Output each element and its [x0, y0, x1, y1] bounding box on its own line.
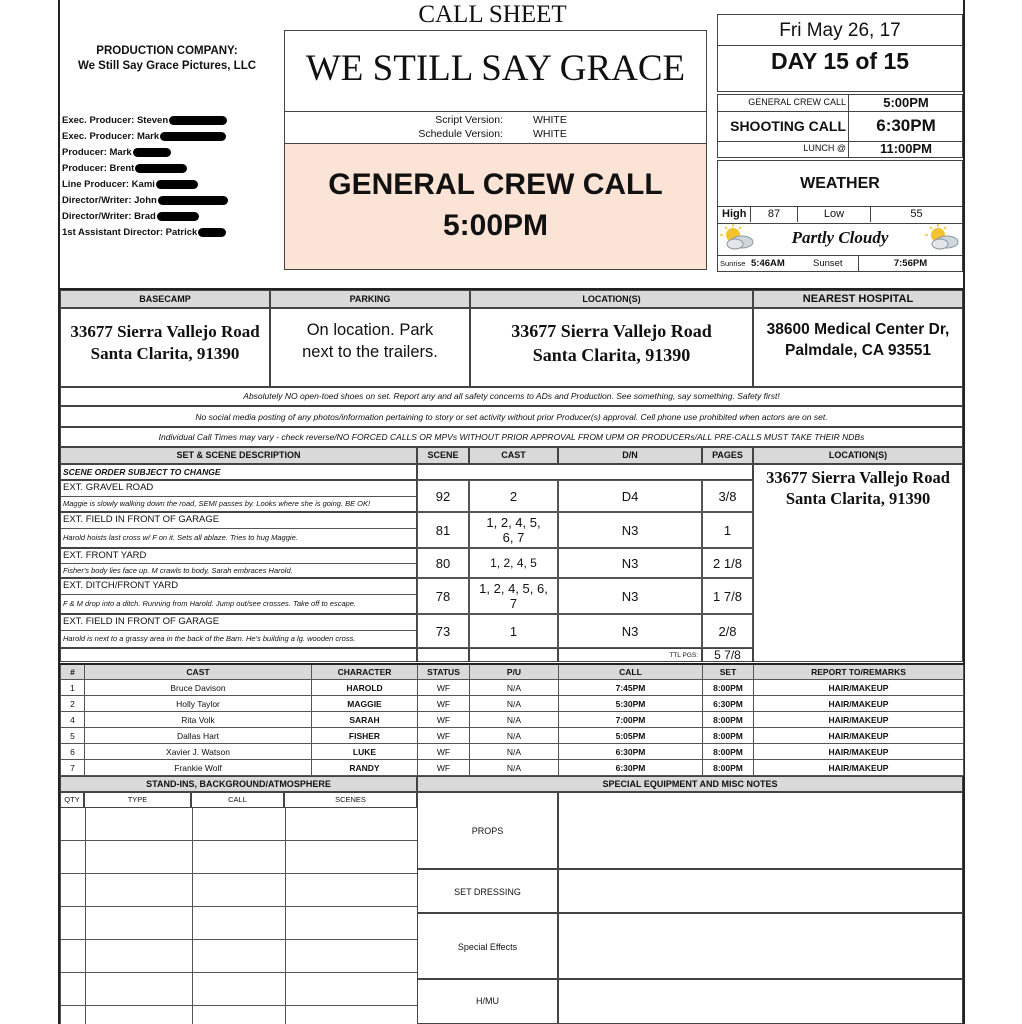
staff-item: Line Producer: Kami — [62, 177, 228, 193]
standins-grid: QTY TYPE CALL SCENES — [60, 792, 417, 1024]
date-box — [717, 14, 963, 92]
table-row: 1 Bruce Davison HAROLD WF N/A 7:45PM 8:00PM HAIR/MAKEUP — [61, 680, 964, 696]
table-row: 4 Rita Volk SARAH WF N/A 7:00PM 8:00PM HAIR/MAKEUP — [61, 712, 964, 728]
weather-condition: Partly Cloudy — [791, 228, 889, 247]
table-row: 5 Dallas Hart FISHER WF N/A 5:05PM 8:00PM HAIR/MAKEUP — [61, 728, 964, 744]
scene-location-header: LOCATION(S) — [753, 447, 963, 464]
sun-row: Sunrise 5:46AM Sunset 7:56PM — [718, 255, 962, 272]
scene-location-address: 33677 Sierra Vallejo Road Santa Clarita, 91390 — [753, 464, 963, 662]
hmu-label: H/MU — [417, 979, 558, 1024]
basecamp-header: BASECAMP — [60, 290, 270, 308]
scene-order-note: SCENE ORDER SUBJECT TO CHANGE — [60, 464, 417, 480]
table-row: 2 Holly Taylor MAGGIE WF N/A 5:30PM 6:30PM HAIR/MAKEUP — [61, 696, 964, 712]
basecamp-address: 33677 Sierra Vallejo Road Santa Clarita, 91390 — [60, 308, 270, 388]
hospital-header: NEAREST HOSPITAL — [753, 290, 963, 308]
shoot-day: DAY 15 of 15 — [770, 48, 910, 74]
cast-table — [60, 663, 964, 776]
version-info: Script Version: WHITE Schedule Version: WHITE — [418, 114, 567, 140]
partly-cloudy-icon — [720, 224, 754, 250]
total-pages-label: TTL PGS: — [558, 648, 702, 662]
standins-header: STAND-INS, BACKGROUND/ATMOSPHERE — [60, 776, 417, 792]
location-address: 33677 Sierra Vallejo Road Santa Clarita, 91390 — [470, 308, 753, 388]
call-times-notice: Individual Call Times may vary - check reverse/NO FORCED CALLS OR MPVs WITHOUT PRIOR APPROVAL FROM UPM OR PRODUCERs/ALL PRE-CALLS MUST TAKE THEIR NDBs — [60, 427, 963, 447]
set-dressing-label: SET DRESSING — [417, 869, 558, 913]
staff-item: Producer: Brent — [62, 161, 228, 177]
equipment-notes — [417, 792, 963, 1024]
production-block — [60, 44, 274, 74]
staff-item: 1st Assistant Director: Patrick — [62, 225, 228, 241]
staff-item: Exec. Producer: Steven — [62, 113, 228, 129]
social-media-notice: No social media posting of any photos/information pertaining to story or set activity without prior Producer(s) approval. Cell phone use prohibited when actors are on set. — [60, 406, 963, 427]
locations-row — [60, 288, 963, 388]
shoot-date: Fri May 26, 17 — [779, 20, 901, 41]
parking-header: PARKING — [270, 290, 470, 308]
crew-call-banner: GENERAL CREW CALL 5:00PM — [285, 143, 706, 269]
title-box — [284, 30, 707, 270]
call-sheet: CALL SHEET PRODUCTION COMPANY: We Still Say Grace Pictures, LLC Exec. Producer: Steven Exec. Producer: Mark Producer: Mark Producer: Brent Line Producer: Kami Director/Writer: John Director/Writer: Brad 1st Assistant Director: Patrick WE STILL SAY GRACE Script Version: WHITE Schedule Version: WHITE GENERAL CREW CALL 5:00PM Fri May 26, 17 DAY 15 of 15 GENERAL CREW CALL 5:00PM SHOOTING CALL 6:30PM LUNCH @ 11:00PM WEATHER High 87 Low 55 Partly Cloudy Sunrise 5:46AM Sunset 7:56PM BASECAMP PARKING LOCATION(S) NEAREST HOSPITAL 33677 Sierra Vallejo Road Santa Clarita, 91390 On location. Park next to the trailers. 33677 Sierra Vallejo Road Santa Clarita, 91390 38600 Medical Center Dr, Palmdale, CA 93551 Absolutely NO open-toed shoes on set. Report any and all safety concerns to ADs and Production. See something, say something. Safety first! No social media posting of any photos/information pertaining to story or set activity without prior Producer(s) approval. Cell phone use prohibited when actors are on set. Individual Call Times may vary - check reverse/NO FORCED CALLS OR MPVs WITHOUT PRIOR APPROVAL FROM UPM OR PRODUCERs/ALL PRE-CALLS MUST TAKE THEIR NDBs SET & SCENE DESCRIPTION SCENE CAST D/N PAGES LOCATION(S) SCENE ORDER SUBJECT TO CHANGE EXT. GRAVEL ROAD Maggie is slowly walking down the road, SEMI passes by. Looks where she is going. BE OK! 92 2 D4 3/8 EXT. FIELD IN FRONT OF GARAGE Harold hoists last cross w/ F on it. Sets all ablaze. Tries to hug Maggie. 81 1, 2, 4, 5, 6, 7 N3 1 EXT. FRONT YARD Fisher's body lies face up. M crawls to body, Sarah embraces Harold. 80 1, 2, 4, 5 N3 2 1/8 EXT. DITCH/FRONT YARD F & M drop into a ditch. Running from Harold. Jump out/see crosses. Take off to escape. 78 1, 2, 4, 5, 6, 7 N3 1 7/8 EXT. FIELD IN FRONT OF GARAGE Harold is next to a grassy area in the back of the Barn. He's building a lg. wooden cross. 73 1 N3 2/8 TTL PGS: 5 7/8 33677 Sierra Vallejo Road Santa Clarita, 91390 # CAST CHARACTER STATUS P/U CALL SET REPORT TO/REMARKS 1 Bruce Davison HAROLD WF N/A 7:45PM 8:00PM HAIR/MAKEUP 2 Holly Taylor MAGGIE WF N/A 5:30PM 6:30PM HAIR/MAKEUP 4 Rita Volk SARAH WF N/A 7:00PM 8:00PM HAIR/MAKEUP 5 Dallas Hart FISHER WF N/A 5:05PM 8:00PM HAIR/MAKEUP 6 Xavier J. Watson LUKE WF N/A 6:30PM 8:00PM HAIR/MAKEUP 7 Frankie Wolf RANDY WF N/A 6:30PM 8:00PM HAIR/MAKEUP STAND-INS, BACKGROUND/ATMOSPHERE SPECIAL EQUIPMENT AND MISC NOTES QTY TYPE CALL SCENES PROPS SET DRESSING Special Effects H/MU — [58, 0, 965, 1024]
parking-info: On location. Park next to the trailers. — [270, 308, 470, 388]
partly-cloudy-icon — [925, 224, 959, 250]
film-title: WE STILL SAY GRACE — [305, 48, 686, 89]
calls-box: GENERAL CREW CALL 5:00PM SHOOTING CALL 6:30PM LUNCH @ 11:00PM — [717, 94, 963, 158]
scene-desc-header: SET & SCENE DESCRIPTION — [60, 447, 417, 464]
production-label: PRODUCTION COMPANY: — [96, 45, 238, 57]
table-row: 7 Frankie Wolf RANDY WF N/A 6:30PM 8:00PM HAIR/MAKEUP — [61, 760, 964, 776]
total-pages-value: 5 7/8 — [702, 648, 753, 662]
sheet-title: CALL SHEET — [418, 1, 567, 28]
production-company: We Still Say Grace Pictures, LLC — [77, 60, 257, 72]
scene-dn-header: D/N — [558, 447, 702, 464]
equipment-header: SPECIAL EQUIPMENT AND MISC NOTES — [417, 776, 963, 792]
weather-title: WEATHER — [800, 175, 880, 192]
staff-item: Exec. Producer: Mark — [62, 129, 228, 145]
special-effects-label: Special Effects — [417, 913, 558, 979]
location-header: LOCATION(S) — [470, 290, 753, 308]
scene-cast-header: CAST — [469, 447, 558, 464]
hospital-address: 38600 Medical Center Dr, Palmdale, CA 93551 — [753, 308, 963, 388]
scene-pages-header: PAGES — [702, 447, 753, 464]
staff-item: Director/Writer: John — [62, 193, 228, 209]
cast-header-row: # CAST CHARACTER STATUS P/U CALL SET REPORT TO/REMARKS — [61, 664, 964, 680]
table-row: 6 Xavier J. Watson LUKE WF N/A 6:30PM 8:00PM HAIR/MAKEUP — [61, 744, 964, 760]
staff-list — [62, 113, 228, 241]
props-label: PROPS — [417, 792, 558, 869]
scene-num-header: SCENE — [417, 447, 469, 464]
staff-item: Producer: Mark — [62, 145, 228, 161]
staff-item: Director/Writer: Brad — [62, 209, 228, 225]
weather-box — [717, 160, 963, 272]
safety-notice: Absolutely NO open-toed shoes on set. Report any and all safety concerns to ADs and Production. See something, say something. Safety first! — [60, 386, 963, 406]
temps-row: High 87 Low 55 — [718, 206, 962, 224]
